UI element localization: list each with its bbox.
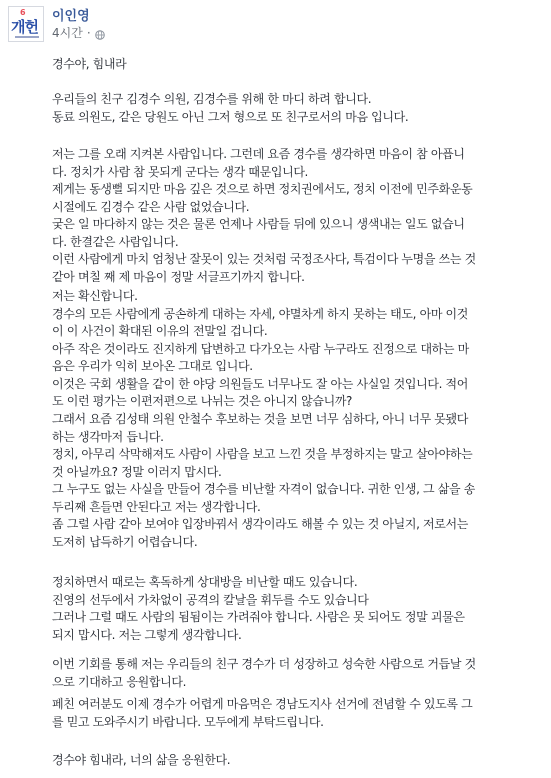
post-paragraph-6: 정치하면서 때로는 혹독하게 상대방을 비난할 때도 있습니다. 진영의 선두에서 가차없이 공격의 칼날을 휘두를 수도 있습니다 그러나 그럴 때도 사람의 됨됨이는 가려줘야 합니다. 사람은 못 되어도 정말 괴물은 되지 맙시다. 저는 그렇게 생각합니다. [52, 575, 465, 642]
post-timestamp[interactable]: 4시간 [52, 25, 83, 40]
author-name-link[interactable]: 이인영 [52, 8, 90, 24]
post-paragraph-9: 경수야 힘내라, 너의 삶을 응원한다. [52, 753, 231, 767]
avatar-number: 6 [20, 8, 26, 17]
post-paragraph-3: 저는 그를 오래 지켜본 사람입니다. 그런데 요즘 경수를 생각하면 마음이 참 아픕니 다. 정치가 사람 참 못되게 군다는 생각 때문입니다. 제게는 동생뻘 되지만 마음 깊은 것으로 하면 정치권에서도, 정치 이전에 민주화운동 시절에도 김경수 같은 사람 없었습니다. 궂은 일 마다하지 않는 것은 물론 언제나 사람들 뒤에 있으니 생색내는 일도 없습니 다. 한결같은 사람입니다. 이런 사람에게 마치 엄청난 잘못이 있는 것처럼 국정조사다, 특검이다 누명을 쓰는 것 같아 며칠 째 제 마음이 정말 서글프기까지 합니다. [52, 147, 476, 284]
meta-separator: · [86, 25, 91, 40]
post-header [8, 4, 105, 44]
avatar[interactable] [8, 6, 44, 42]
author-block [52, 8, 105, 41]
post-paragraph-1: 경수야, 힘내라 [52, 57, 127, 71]
post-paragraph-5: 그래서 요즘 김성태 의원 안철수 후보하는 것을 보면 너무 심하다, 아니 너무 못됐다 하는 생각마저 듭니다. 정치, 아무리 삭막해져도 사람이 사람을 보고 느낀 것을 부정하지는 말고 살아야하는 것 아닐까요? 정말 이러지 맙시다. 그 누구도 없는 사실을 만들어 경수를 비난할 자격이 없습니다. 귀한 인생, 그 삶을 송 두리째 흔들면 안된다고 저는 생각합니다. 좀 그럴 사람 같아 보여야 입장바꿔서 생각이라도 해볼 수 있는 것 아닐지, 저로서는 도저히 납득하기 어렵습니다. [52, 412, 475, 549]
globe-icon[interactable] [95, 28, 105, 38]
post-paragraph-4: 저는 확신합니다. 경수의 모든 사람에게 공손하게 대하는 자세, 야멸차게 하지 못하는 태도, 아마 이것 이 이 사건이 확대된 이유의 전말일 겁니다. 아주 작은 것이라도 진지하게 답변하고 다가오는 사람 누구라도 진정으로 대하는 마 음은 우리가 익히 보아온 그대로 입니다. 이것은 국회 생활을 같이 한 야당 의원들도 너무나도 잘 아는 사실일 것입니다. 적어 도 이런 평가는 이편저편으로 나뉘는 것은 아니지 않습니까? [52, 289, 469, 408]
avatar-logo-text: 개헌 [11, 18, 38, 36]
avatar-underline [15, 36, 39, 38]
post-paragraph-8: 페친 여러분도 이제 경수가 어렵게 마음먹은 경남도지사 선거에 전념할 수 있도록 그 를 믿고 도와주시기 바랍니다. 모두에게 부탁드립니다. [52, 697, 473, 729]
post-meta [52, 25, 105, 41]
post-paragraph-7: 이번 기회를 통해 저는 우리들의 친구 경수가 더 성장하고 성숙한 사람으로 거듭날 것 으로 기대하고 응원합니다. [52, 657, 476, 689]
post-paragraph-2: 우리들의 친구 김경수 의원, 김경수를 위해 한 마디 하려 합니다. 동료 의원도, 같은 당원도 아닌 그저 형으로 또 친구로서의 마음 입니다. [52, 92, 409, 124]
